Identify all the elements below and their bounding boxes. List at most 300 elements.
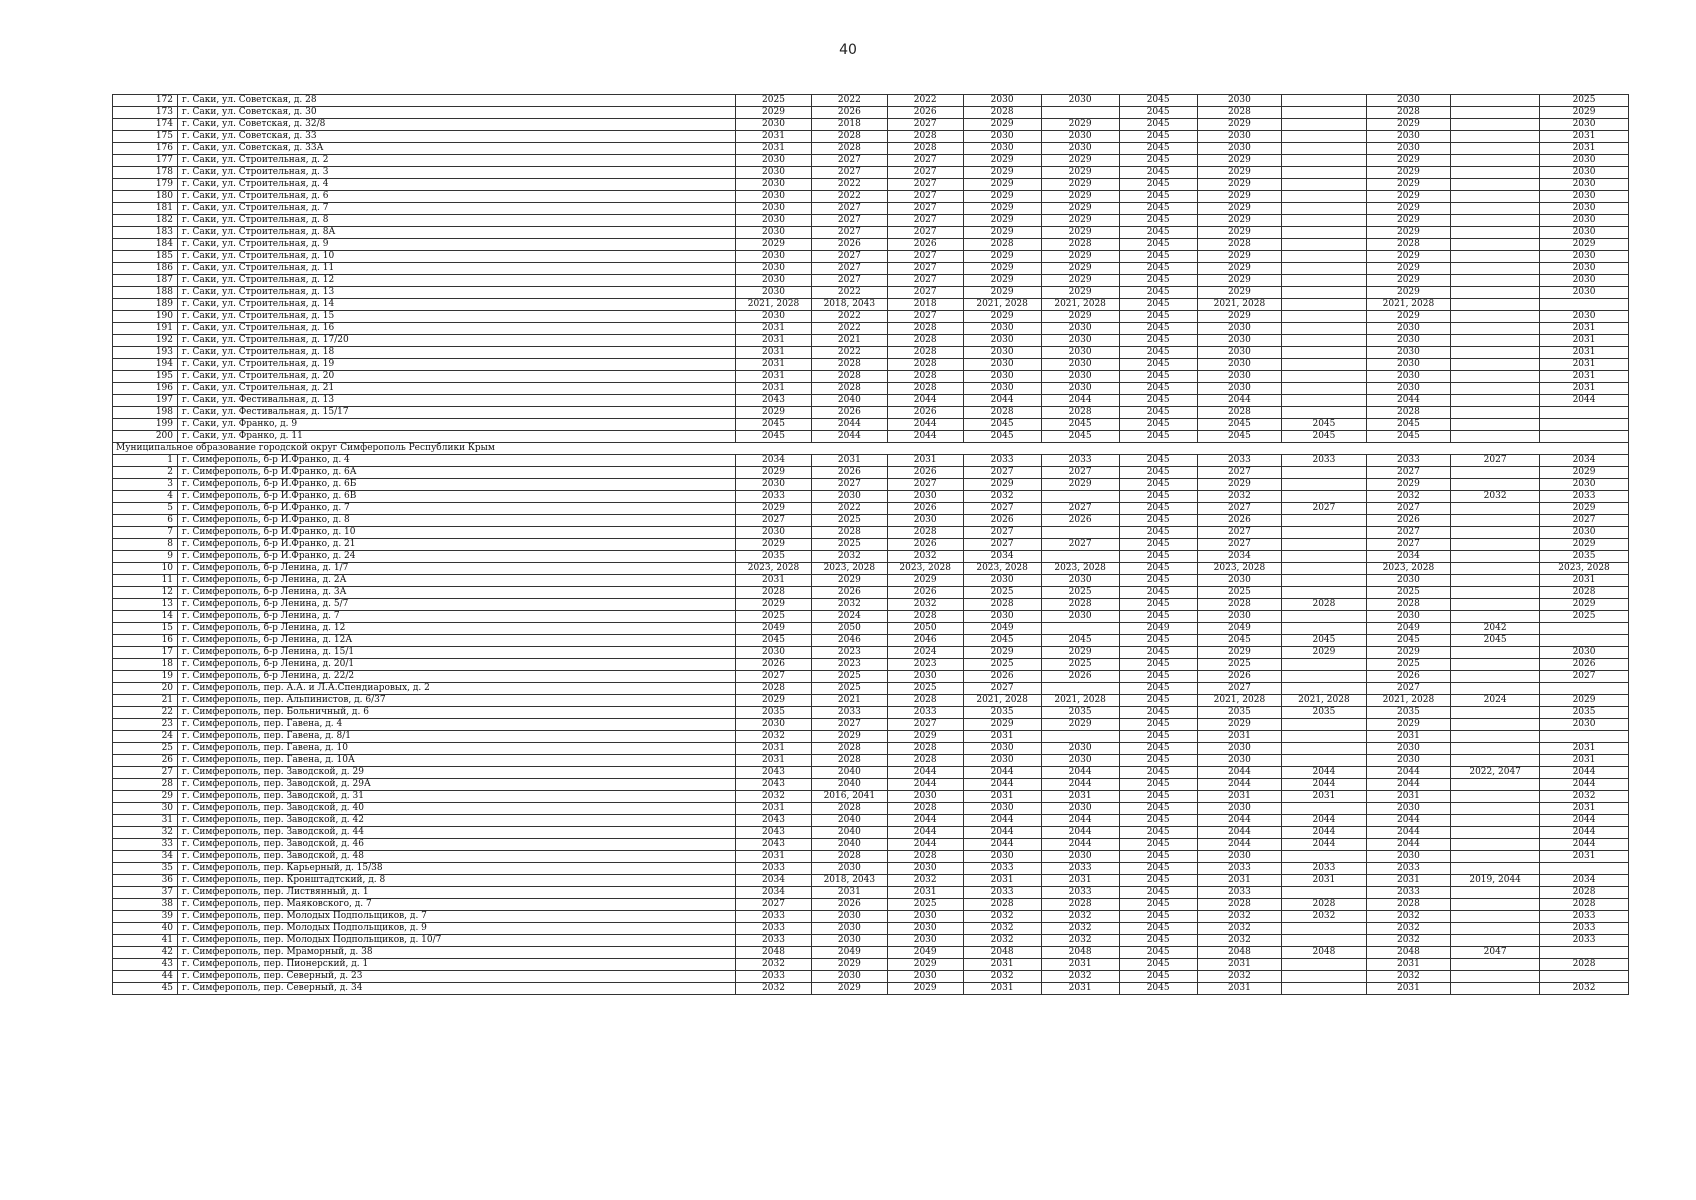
table-row — [113, 455, 1629, 467]
year-cell: 2030 — [736, 191, 812, 203]
year-cell: 2029 — [887, 575, 963, 587]
year-cell: 2029 — [963, 275, 1041, 287]
year-cell — [1282, 515, 1367, 527]
year-cell: 2044 — [1366, 839, 1451, 851]
row-number: 197 — [113, 395, 178, 407]
year-cell: 2032 — [963, 911, 1041, 923]
year-cell: 2026 — [811, 239, 887, 251]
year-cell: 2034 — [1366, 551, 1451, 563]
row-number: 193 — [113, 347, 178, 359]
table-row — [113, 539, 1629, 551]
year-cell: 2028 — [811, 359, 887, 371]
year-cell — [1282, 323, 1367, 335]
year-cell: 2027 — [1366, 467, 1451, 479]
year-cell — [1282, 179, 1367, 191]
year-cell: 2022 — [887, 95, 963, 107]
year-cell: 2044 — [887, 827, 963, 839]
row-number: 177 — [113, 155, 178, 167]
row-number: 35 — [113, 863, 178, 875]
address-cell: г. Симферополь, б-р Ленина, д. 22/2 — [178, 671, 736, 683]
year-cell: 2033 — [1197, 887, 1282, 899]
row-number: 188 — [113, 287, 178, 299]
address-cell: г. Симферополь, б-р Ленина, д. 2А — [178, 575, 736, 587]
year-cell: 2029 — [1366, 251, 1451, 263]
year-cell: 2044 — [1197, 767, 1282, 779]
year-cell: 2029 — [1197, 203, 1282, 215]
year-cell: 2033 — [963, 455, 1041, 467]
year-cell: 2044 — [1366, 767, 1451, 779]
year-cell: 2029 — [1540, 239, 1629, 251]
year-cell: 2033 — [736, 911, 812, 923]
year-cell: 2030 — [811, 935, 887, 947]
year-cell — [1451, 863, 1540, 875]
year-cell: 2030 — [963, 143, 1041, 155]
year-cell: 2029 — [1197, 287, 1282, 299]
year-cell: 2029 — [963, 179, 1041, 191]
year-cell: 2027 — [811, 263, 887, 275]
year-cell — [1451, 803, 1540, 815]
year-cell: 2033 — [1282, 455, 1367, 467]
year-cell: 2030 — [1197, 95, 1282, 107]
year-cell: 2030 — [1041, 131, 1119, 143]
year-cell: 2033 — [1282, 863, 1367, 875]
year-cell: 2025 — [1366, 587, 1451, 599]
year-cell: 2045 — [1119, 599, 1197, 611]
year-cell: 2025 — [1540, 95, 1629, 107]
year-cell: 2030 — [736, 647, 812, 659]
year-cell: 2021, 2028 — [1197, 695, 1282, 707]
year-cell: 2027 — [811, 719, 887, 731]
row-number: 15 — [113, 623, 178, 635]
year-cell: 2049 — [736, 623, 812, 635]
year-cell: 2044 — [1282, 767, 1367, 779]
year-cell — [1282, 851, 1367, 863]
year-cell — [1282, 671, 1367, 683]
year-cell — [1282, 623, 1367, 635]
year-cell: 2028 — [887, 743, 963, 755]
year-cell: 2045 — [1119, 551, 1197, 563]
year-cell: 2045 — [1041, 635, 1119, 647]
year-cell: 2045 — [1119, 479, 1197, 491]
year-cell: 2025 — [1041, 587, 1119, 599]
year-cell: 2029 — [1540, 467, 1629, 479]
year-cell: 2030 — [963, 359, 1041, 371]
year-cell: 2028 — [1366, 407, 1451, 419]
year-cell: 2029 — [1041, 215, 1119, 227]
year-cell: 2029 — [1366, 227, 1451, 239]
year-cell: 2029 — [736, 107, 812, 119]
address-cell: г. Саки, ул. Строительная, д. 6 — [178, 191, 736, 203]
year-cell: 2029 — [736, 599, 812, 611]
year-cell — [1451, 563, 1540, 575]
year-cell: 2028 — [963, 599, 1041, 611]
year-cell: 2045 — [1119, 875, 1197, 887]
row-number: 45 — [113, 983, 178, 995]
row-number: 200 — [113, 431, 178, 443]
year-cell: 2029 — [1366, 263, 1451, 275]
year-cell: 2030 — [1041, 323, 1119, 335]
year-cell: 2044 — [1366, 779, 1451, 791]
table-row — [113, 515, 1629, 527]
year-cell: 2026 — [736, 659, 812, 671]
year-cell — [1282, 239, 1367, 251]
year-cell: 2031 — [1540, 743, 1629, 755]
year-cell: 2045 — [1119, 983, 1197, 995]
table-row — [113, 719, 1629, 731]
table-row — [113, 167, 1629, 179]
year-cell: 2032 — [1197, 491, 1282, 503]
address-cell: г. Симферополь, б-р Ленина, д. 5/7 — [178, 599, 736, 611]
year-cell: 2032 — [1366, 935, 1451, 947]
year-cell: 2027 — [1041, 503, 1119, 515]
table-row — [113, 467, 1629, 479]
year-cell: 2027 — [1451, 455, 1540, 467]
year-cell: 2035 — [1282, 707, 1367, 719]
year-cell: 2031 — [963, 791, 1041, 803]
year-cell: 2044 — [811, 419, 887, 431]
row-number: 184 — [113, 239, 178, 251]
year-cell: 2044 — [811, 431, 887, 443]
year-cell: 2032 — [1366, 491, 1451, 503]
year-cell: 2030 — [1041, 743, 1119, 755]
year-cell: 2027 — [963, 683, 1041, 695]
table-row — [113, 863, 1629, 875]
row-number: 189 — [113, 299, 178, 311]
year-cell: 2023 — [811, 659, 887, 671]
year-cell: 2027 — [1282, 503, 1367, 515]
year-cell — [1451, 407, 1540, 419]
address-cell: г. Симферополь, б-р И.Франко, д. 8 — [178, 515, 736, 527]
year-cell: 2030 — [1197, 347, 1282, 359]
year-cell: 2028 — [887, 851, 963, 863]
year-cell: 2044 — [1197, 815, 1282, 827]
year-cell: 2029 — [1197, 179, 1282, 191]
year-cell: 2027 — [811, 155, 887, 167]
year-cell — [1451, 935, 1540, 947]
year-cell — [1282, 383, 1367, 395]
year-cell: 2031 — [736, 575, 812, 587]
year-cell: 2032 — [736, 791, 812, 803]
year-cell: 2030 — [811, 923, 887, 935]
year-cell — [1451, 899, 1540, 911]
year-cell: 2021, 2028 — [1197, 299, 1282, 311]
year-cell: 2030 — [1197, 575, 1282, 587]
table-row — [113, 947, 1629, 959]
year-cell: 2044 — [1540, 779, 1629, 791]
year-cell: 2043 — [736, 395, 812, 407]
year-cell: 2029 — [736, 539, 812, 551]
year-cell: 2044 — [1197, 827, 1282, 839]
year-cell: 2034 — [963, 551, 1041, 563]
year-cell: 2032 — [736, 983, 812, 995]
row-number: 196 — [113, 383, 178, 395]
year-cell: 2045 — [1119, 287, 1197, 299]
row-number: 28 — [113, 779, 178, 791]
year-cell: 2045 — [1119, 467, 1197, 479]
row-number: 176 — [113, 143, 178, 155]
year-cell: 2025 — [811, 515, 887, 527]
year-cell: 2030 — [1540, 275, 1629, 287]
year-cell: 2042 — [1451, 623, 1540, 635]
year-cell: 2030 — [811, 863, 887, 875]
section-title: Муниципальное образование городской округ Симферополь Республики Крым — [113, 443, 1629, 455]
year-cell: 2044 — [1197, 395, 1282, 407]
address-cell: г. Симферополь, пер. Заводской, д. 31 — [178, 791, 736, 803]
address-cell: г. Симферополь, пер. Гавена, д. 4 — [178, 719, 736, 731]
year-cell — [1282, 887, 1367, 899]
row-number: 34 — [113, 851, 178, 863]
year-cell: 2028 — [1041, 239, 1119, 251]
row-number: 42 — [113, 947, 178, 959]
address-cell: г. Саки, ул. Франко, д. 11 — [178, 431, 736, 443]
address-cell: г. Саки, ул. Строительная, д. 19 — [178, 359, 736, 371]
year-cell — [1451, 527, 1540, 539]
year-cell: 2045 — [1119, 767, 1197, 779]
address-cell: г. Симферополь, б-р Ленина, д. 15/1 — [178, 647, 736, 659]
year-cell: 2045 — [1119, 527, 1197, 539]
row-number: 4 — [113, 491, 178, 503]
year-cell: 2032 — [1197, 923, 1282, 935]
year-cell — [1451, 611, 1540, 623]
year-cell: 2044 — [1041, 815, 1119, 827]
address-cell: г. Симферополь, пер. Молодых Подпольщиков, д. 9 — [178, 923, 736, 935]
year-cell: 2034 — [1197, 551, 1282, 563]
year-cell: 2045 — [1119, 587, 1197, 599]
year-cell: 2046 — [887, 635, 963, 647]
table-row — [113, 251, 1629, 263]
year-cell — [1282, 107, 1367, 119]
year-cell: 2045 — [1119, 311, 1197, 323]
row-number: 180 — [113, 191, 178, 203]
year-cell: 2028 — [1540, 587, 1629, 599]
year-cell: 2031 — [1041, 983, 1119, 995]
year-cell: 2029 — [1041, 287, 1119, 299]
year-cell: 2032 — [1540, 791, 1629, 803]
year-cell: 2045 — [1119, 959, 1197, 971]
address-cell: г. Саки, ул. Строительная, д. 14 — [178, 299, 736, 311]
address-cell: г. Симферополь, пер. Заводской, д. 42 — [178, 815, 736, 827]
table-row — [113, 959, 1629, 971]
address-cell: г. Симферополь, пер. Заводской, д. 48 — [178, 851, 736, 863]
year-cell — [1451, 551, 1540, 563]
year-cell: 2045 — [1119, 167, 1197, 179]
year-cell: 2045 — [963, 419, 1041, 431]
year-cell: 2044 — [1540, 815, 1629, 827]
year-cell: 2023, 2028 — [1366, 563, 1451, 575]
year-cell: 2027 — [887, 263, 963, 275]
year-cell: 2025 — [1540, 611, 1629, 623]
address-cell: г. Саки, ул. Строительная, д. 10 — [178, 251, 736, 263]
year-cell — [1282, 251, 1367, 263]
year-cell — [1282, 743, 1367, 755]
year-cell: 2029 — [1366, 179, 1451, 191]
year-cell: 2030 — [736, 251, 812, 263]
year-cell — [1451, 155, 1540, 167]
year-cell: 2029 — [1366, 167, 1451, 179]
year-cell: 2045 — [1119, 179, 1197, 191]
year-cell: 2025 — [811, 539, 887, 551]
year-cell: 2043 — [736, 839, 812, 851]
year-cell: 2030 — [1366, 347, 1451, 359]
year-cell: 2032 — [1366, 911, 1451, 923]
year-cell: 2029 — [811, 731, 887, 743]
address-cell: г. Саки, ул. Строительная, д. 11 — [178, 263, 736, 275]
year-cell: 2026 — [1197, 515, 1282, 527]
year-cell: 2044 — [887, 815, 963, 827]
year-cell: 2029 — [811, 959, 887, 971]
year-cell: 2030 — [887, 935, 963, 947]
year-cell: 2027 — [736, 671, 812, 683]
row-number: 187 — [113, 275, 178, 287]
year-cell: 2029 — [1041, 155, 1119, 167]
year-cell: 2025 — [963, 587, 1041, 599]
address-cell: г. Саки, ул. Строительная, д. 13 — [178, 287, 736, 299]
year-cell: 2030 — [811, 971, 887, 983]
table-row — [113, 419, 1629, 431]
year-cell: 2033 — [1366, 887, 1451, 899]
year-cell: 2032 — [887, 551, 963, 563]
year-cell — [1451, 671, 1540, 683]
table-row — [113, 179, 1629, 191]
address-cell: г. Симферополь, б-р И.Франко, д. 7 — [178, 503, 736, 515]
year-cell: 2044 — [963, 395, 1041, 407]
year-cell: 2030 — [1366, 95, 1451, 107]
year-cell — [1451, 299, 1540, 311]
row-number: 3 — [113, 479, 178, 491]
year-cell — [1451, 731, 1540, 743]
year-cell: 2023, 2028 — [1197, 563, 1282, 575]
year-cell: 2031 — [1366, 875, 1451, 887]
year-cell: 2028 — [1540, 887, 1629, 899]
year-cell: 2028 — [1041, 407, 1119, 419]
year-cell — [1451, 227, 1540, 239]
year-cell: 2027 — [963, 503, 1041, 515]
year-cell: 2028 — [887, 347, 963, 359]
year-cell: 2045 — [1119, 755, 1197, 767]
year-cell: 2032 — [1041, 923, 1119, 935]
year-cell: 2030 — [1197, 851, 1282, 863]
row-number: 11 — [113, 575, 178, 587]
year-cell: 2035 — [1366, 707, 1451, 719]
year-cell — [1540, 431, 1629, 443]
year-cell: 2045 — [1197, 635, 1282, 647]
year-cell: 2026 — [963, 671, 1041, 683]
year-cell: 2044 — [1041, 839, 1119, 851]
year-cell: 2045 — [1282, 431, 1367, 443]
year-cell: 2033 — [1540, 923, 1629, 935]
year-cell: 2031 — [1540, 851, 1629, 863]
year-cell: 2044 — [1041, 827, 1119, 839]
year-cell — [1451, 659, 1540, 671]
year-cell: 2033 — [736, 863, 812, 875]
year-cell: 2029 — [963, 287, 1041, 299]
row-number: 186 — [113, 263, 178, 275]
table-row — [113, 563, 1629, 575]
year-cell: 2033 — [1540, 935, 1629, 947]
year-cell — [1451, 275, 1540, 287]
table-row — [113, 899, 1629, 911]
table-row — [113, 923, 1629, 935]
year-cell: 2045 — [1119, 563, 1197, 575]
year-cell: 2033 — [736, 923, 812, 935]
year-cell: 2030 — [1366, 803, 1451, 815]
year-cell: 2027 — [887, 155, 963, 167]
table-row — [113, 323, 1629, 335]
year-cell: 2022 — [811, 179, 887, 191]
year-cell: 2031 — [736, 359, 812, 371]
year-cell — [1041, 491, 1119, 503]
year-cell: 2040 — [811, 815, 887, 827]
year-cell: 2030 — [1041, 383, 1119, 395]
year-cell: 2031 — [1540, 359, 1629, 371]
year-cell: 2029 — [1197, 119, 1282, 131]
year-cell: 2027 — [811, 251, 887, 263]
year-cell — [1540, 299, 1629, 311]
year-cell: 2027 — [963, 539, 1041, 551]
year-cell: 2029 — [1366, 215, 1451, 227]
table-row — [113, 827, 1629, 839]
year-cell: 2030 — [1540, 191, 1629, 203]
row-number: 14 — [113, 611, 178, 623]
year-cell: 2031 — [736, 335, 812, 347]
year-cell: 2030 — [1540, 227, 1629, 239]
year-cell — [1540, 863, 1629, 875]
year-cell: 2026 — [887, 407, 963, 419]
year-cell: 2045 — [1366, 419, 1451, 431]
year-cell: 2045 — [1119, 863, 1197, 875]
address-cell: г. Симферополь, пер. Альпинистов, д. 6/37 — [178, 695, 736, 707]
year-cell: 2031 — [736, 755, 812, 767]
year-cell — [1451, 515, 1540, 527]
year-cell — [1451, 743, 1540, 755]
row-number: 39 — [113, 911, 178, 923]
row-number: 175 — [113, 131, 178, 143]
year-cell: 2027 — [887, 311, 963, 323]
year-cell: 2045 — [1041, 431, 1119, 443]
year-cell: 2029 — [811, 983, 887, 995]
year-cell — [1451, 923, 1540, 935]
year-cell: 2026 — [1366, 671, 1451, 683]
year-cell: 2035 — [963, 707, 1041, 719]
year-cell: 2018, 2043 — [811, 299, 887, 311]
year-cell — [1282, 311, 1367, 323]
year-cell: 2028 — [1197, 599, 1282, 611]
table-row — [113, 287, 1629, 299]
year-cell: 2030 — [1197, 131, 1282, 143]
year-cell: 2031 — [1540, 371, 1629, 383]
year-cell: 2044 — [1540, 395, 1629, 407]
year-cell: 2045 — [1119, 683, 1197, 695]
year-cell: 2027 — [887, 479, 963, 491]
address-cell: г. Симферополь, пер. Гавена, д. 8/1 — [178, 731, 736, 743]
year-cell: 2025 — [887, 683, 963, 695]
year-cell: 2045 — [1119, 299, 1197, 311]
year-cell: 2030 — [1197, 323, 1282, 335]
year-cell: 2030 — [1041, 611, 1119, 623]
table-row — [113, 659, 1629, 671]
year-cell: 2030 — [1540, 479, 1629, 491]
year-cell: 2044 — [1282, 839, 1367, 851]
year-cell: 2028 — [1366, 599, 1451, 611]
row-number: 194 — [113, 359, 178, 371]
year-cell: 2028 — [1282, 599, 1367, 611]
year-cell: 2030 — [1041, 95, 1119, 107]
year-cell: 2029 — [1041, 167, 1119, 179]
year-cell: 2030 — [1540, 251, 1629, 263]
year-cell — [1451, 95, 1540, 107]
year-cell: 2030 — [887, 923, 963, 935]
year-cell: 2029 — [1366, 119, 1451, 131]
